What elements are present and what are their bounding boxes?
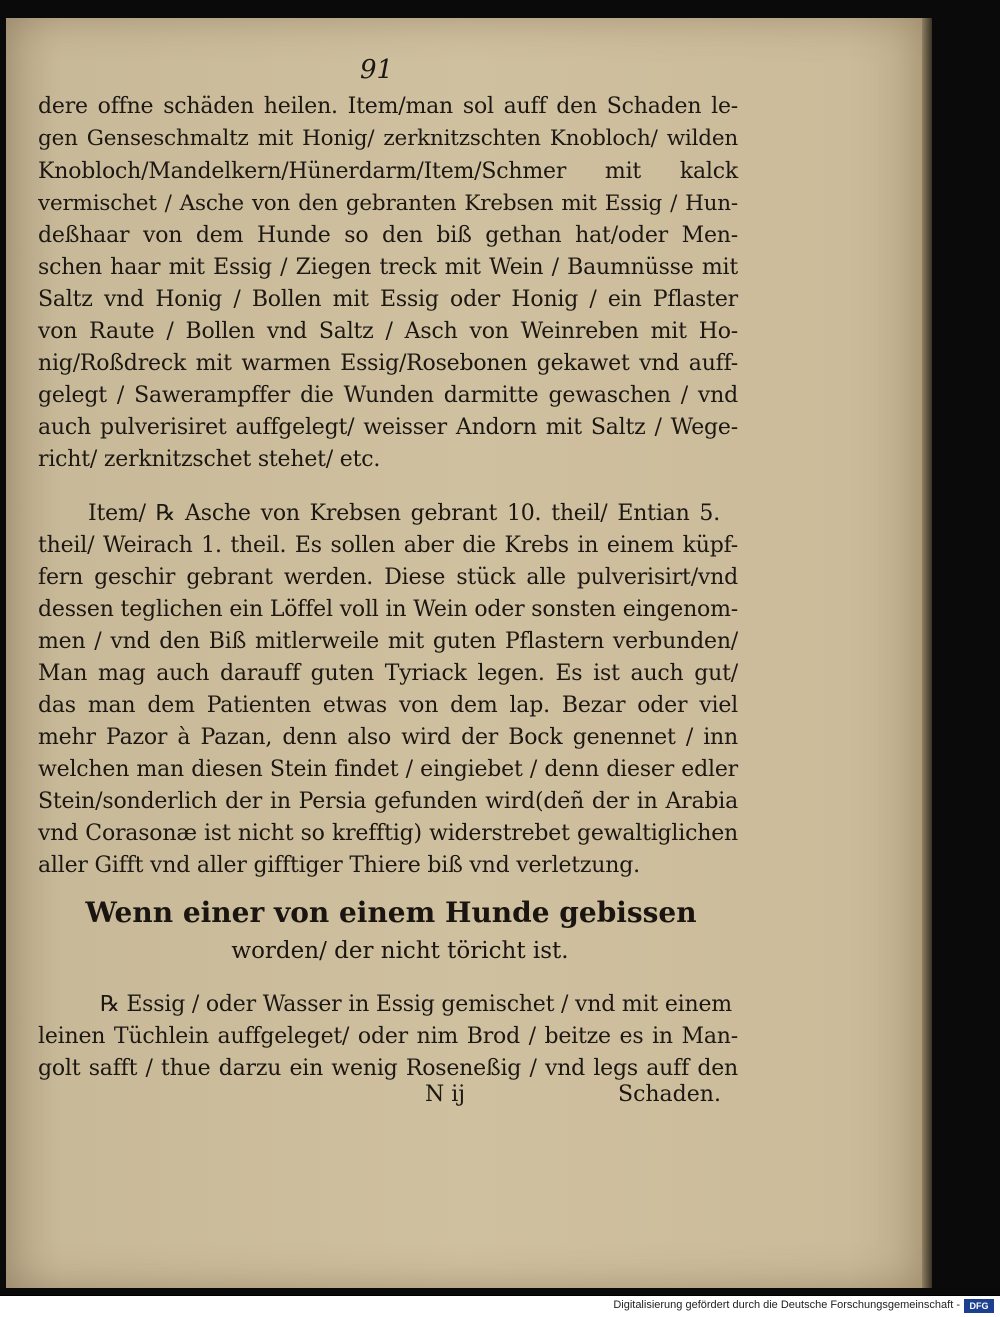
text-line: auch pulverisiret auffgelegt/ weisser Andorn mit Saltz / Wege-: [38, 415, 738, 440]
text-line: von Raute / Bollen vnd Saltz / Asch von Weinreben mit Ho-: [38, 319, 738, 344]
text-line-indented: ℞ Essig / oder Wasser in Essig gemischet / vnd mit einem: [100, 992, 732, 1017]
text-line: men / vnd den Biß mitlerweile mit guten Pflastern verbunden/: [38, 629, 738, 654]
section-subheading: worden/ der nicht töricht ist.: [231, 938, 569, 964]
text-line: Knobloch/Mandelkern/Hünerdarm/Item/Schmer mit kalck: [38, 159, 738, 184]
page-edge: [922, 18, 932, 1288]
text-line: dessen teglichen ein Löffel voll in Wein oder sonsten eingenom-: [38, 597, 738, 622]
text-line: deßhaar von dem Hunde so den biß gethan hat/oder Men-: [38, 223, 738, 248]
text-line: mehr Pazor à Pazan, denn also wird der Bock genennet / inn: [38, 725, 738, 750]
text-line: nig/Roßdreck mit warmen Essig/Rosebonen gekawet vnd auff-: [38, 351, 738, 376]
text-line: golt safft / thue darzu ein wenig Roseneßig / vnd legs auff den: [38, 1056, 738, 1081]
section-heading: Wenn einer von einem Hunde gebissen: [85, 896, 697, 929]
catchword: Schaden.: [618, 1082, 721, 1107]
page-number: 91: [360, 55, 394, 85]
text-line: vnd Corasonæ ist nicht so krefftig) widerstrebet gewaltiglichen: [38, 821, 738, 846]
text-line: fern geschir gebrant werden. Diese stück alle pulverisirt/vnd: [38, 565, 738, 590]
text-line: theil/ Weirach 1. theil. Es sollen aber die Krebs in einem küpf-: [38, 533, 738, 558]
dfg-logo: DFG: [964, 1299, 994, 1313]
text-line-last: aller Gifft vnd aller gifftiger Thiere biß vnd verletzung.: [38, 853, 640, 878]
text-line-indented: Item/ ℞ Asche von Krebsen gebrant 10. theil/ Entian 5.: [88, 501, 720, 526]
text-line: welchen man diesen Stein findet / eingiebet / denn dieser edler: [38, 757, 738, 782]
text-line: leinen Tüchlein auffgeleget/ oder nim Brod / beitze es in Man-: [38, 1024, 738, 1049]
text-line: gen Genseschmaltz mit Honig/ zerknitzschten Knobloch/ wilden: [38, 126, 738, 151]
footer-bar: [0, 1296, 1000, 1317]
text-line: gelegt / Sawerampffer die Wunden darmitte gewaschen / vnd: [38, 383, 738, 408]
text-line: vermischet / Asche von den gebranten Krebsen mit Essig / Hun-: [38, 191, 738, 216]
text-line: Stein/sonderlich der in Persia gefunden wird(deñ der in Arabia: [38, 789, 738, 814]
text-line: dere offne schäden heilen. Item/man sol auff den Schaden le-: [38, 94, 738, 119]
text-line-last: richt/ zerknitzschet stehet/ etc.: [38, 447, 381, 472]
text-line: schen haar mit Essig / Ziegen treck mit Wein / Baumnüsse mit: [38, 255, 738, 280]
signature-mark: N ij: [425, 1082, 466, 1107]
text-line: Saltz vnd Honig / Bollen mit Essig oder Honig / ein Pflaster: [38, 287, 738, 312]
funding-credit: Digitalisierung gefördert durch die Deutsche Forschungsgemeinschaft -: [613, 1299, 960, 1311]
text-line: das man dem Patienten etwas von dem lap. Bezar oder viel: [38, 693, 738, 718]
text-line: Man mag auch darauff guten Tyriack legen. Es ist auch gut/: [38, 661, 738, 686]
